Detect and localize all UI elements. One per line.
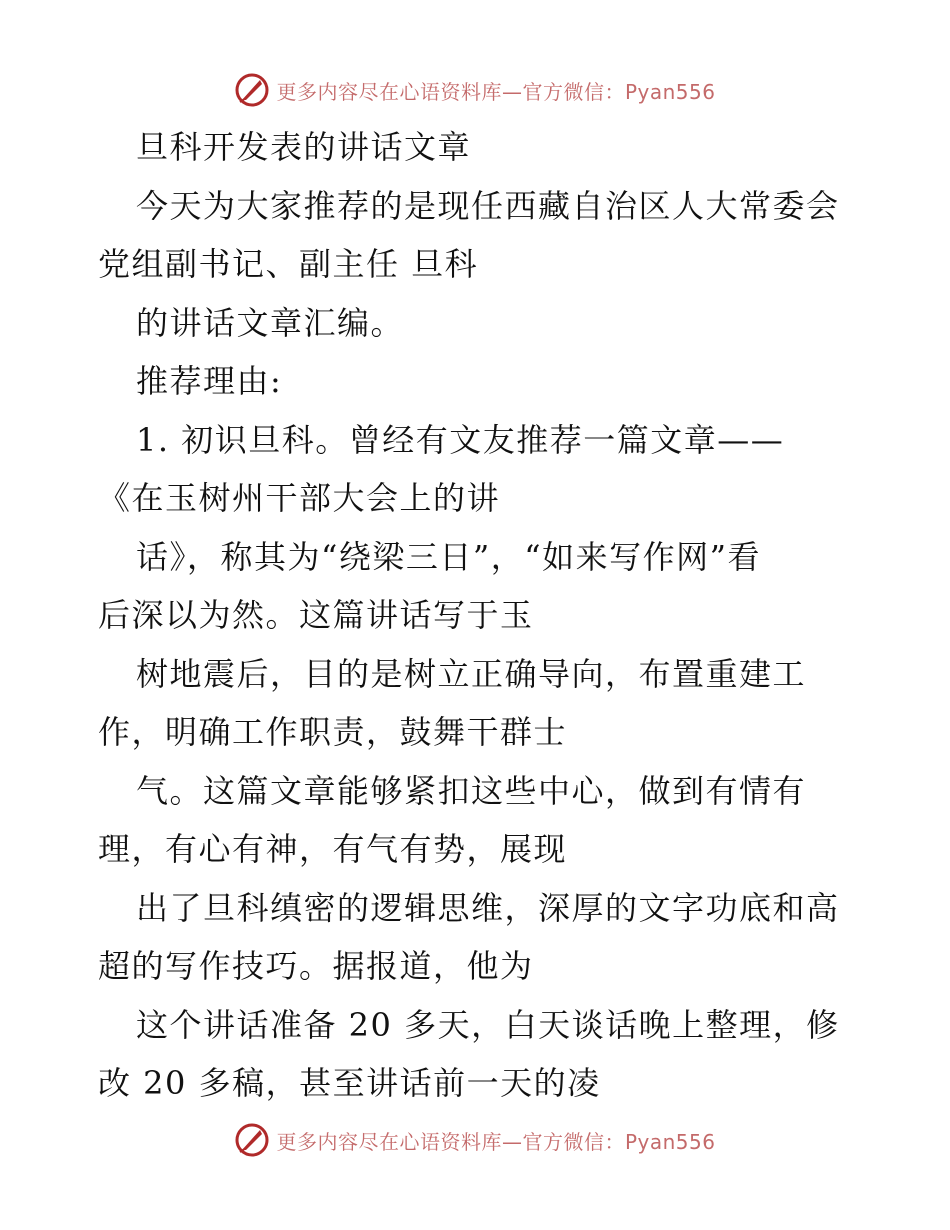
paragraph-line: 《在玉树州干部大会上的讲: [98, 479, 501, 517]
feather-pen-logo-icon: [234, 72, 270, 108]
document-body: [98, 118, 868, 1113]
paragraph-line: 1. 初识旦科。曾经有文友推荐一篇文章——: [136, 420, 785, 459]
section-heading: 推荐理由:: [136, 362, 283, 400]
feather-pen-logo-icon: [234, 1122, 270, 1158]
paragraph-line: 党组副书记、副主任 旦科: [98, 245, 479, 283]
footer-watermark-banner: [0, 1120, 950, 1160]
paragraph-line: 气。这篇文章能够紧扣这些中心，做到有情有: [136, 771, 807, 810]
footer-watermark-text: 更多内容尽在心语资料库—官方微信：Pyan556: [276, 1129, 716, 1154]
paragraph-line: 这个讲话准备 20 多天，白天谈话晚上整理，修: [136, 1005, 840, 1044]
document-title: 旦科开发表的讲话文章: [136, 128, 472, 166]
paragraph-line: 理，有心有神，有气有势，展现: [98, 830, 568, 868]
paragraph-line: 树地震后，目的是树立正确导向，布置重建工: [136, 654, 807, 693]
paragraph-line: 话》，称其为“绕梁三日”，“如来写作网”看: [136, 537, 761, 576]
paragraph-line: 超的写作技巧。据报道，他为: [98, 947, 534, 985]
paragraph-line: 后深以为然。这篇讲话写于玉: [98, 596, 534, 634]
header-watermark-text: 更多内容尽在心语资料库—官方微信：Pyan556: [276, 79, 716, 104]
paragraph-line: 作，明确工作职责，鼓舞干群士: [98, 713, 568, 751]
paragraph-line: 改 20 多稿，甚至讲话前一天的凌: [98, 1064, 601, 1102]
paragraph-line: 的讲话文章汇编。: [136, 303, 405, 342]
header-watermark-banner: [0, 70, 950, 110]
paragraph-line: 今天为大家推荐的是现任西藏自治区人大常委会: [136, 186, 840, 225]
paragraph-line: 出了旦科缜密的逻辑思维，深厚的文字功底和高: [136, 888, 840, 927]
